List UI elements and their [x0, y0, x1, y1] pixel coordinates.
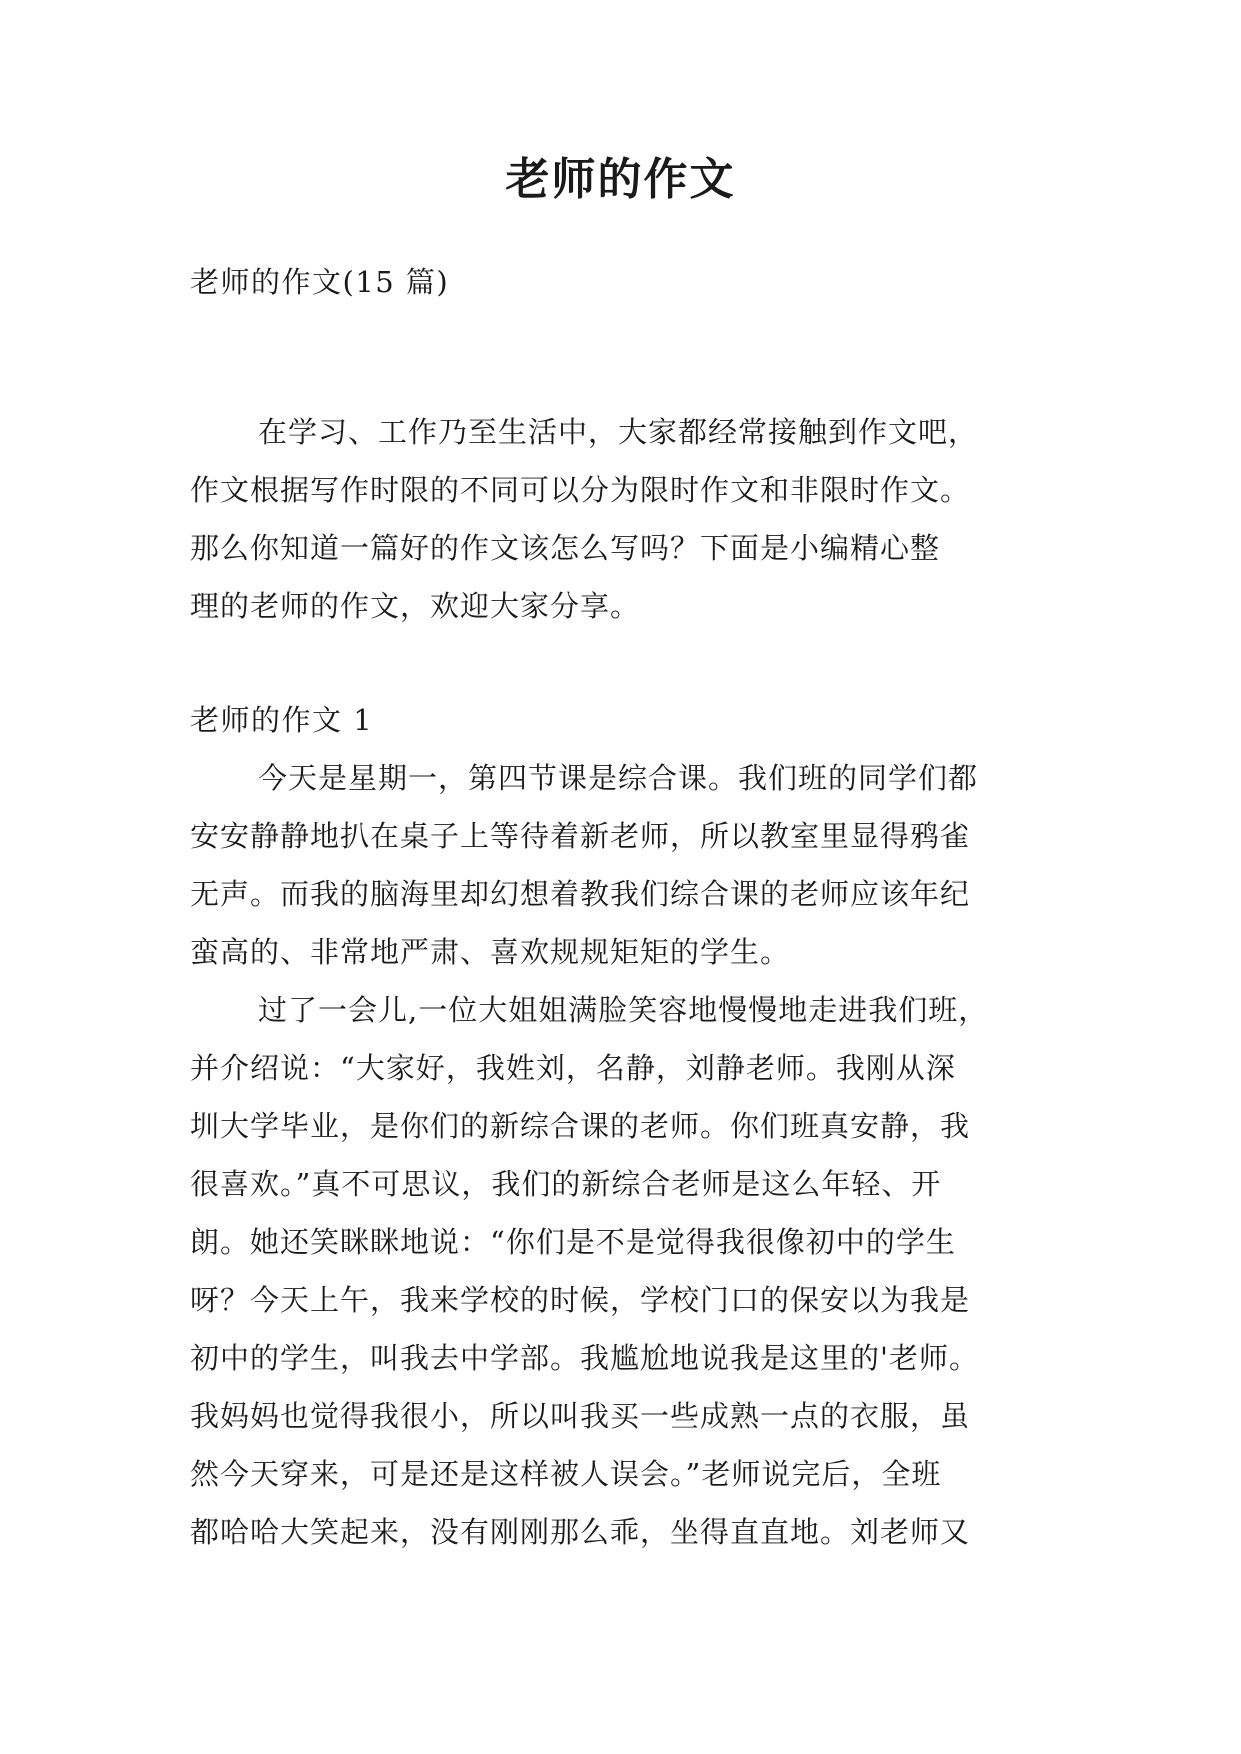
intro-line-4: 理的老师的作文，欢迎大家分享。 — [190, 589, 641, 623]
para2-line-3: 圳大学毕业，是你们的新综合课的老师。你们班真安静，我 — [190, 1109, 971, 1143]
intro-line-2: 作文根据写作时限的不同可以分为限时作文和非限时作文。 — [190, 473, 971, 507]
para2-line-4: 很喜欢。”真不可思议，我们的新综合老师是这么年轻、开 — [190, 1167, 942, 1201]
para2-line-1: 过了一会儿,一位大姐姐满脸笑容地慢慢地走进我们班， — [258, 993, 989, 1027]
para2-line-10: 都哈哈大笑起来，没有刚刚那么乖，坐得直直地。刘老师又 — [190, 1515, 971, 1549]
document-subtitle: 老师的作文(15 篇) — [190, 265, 450, 299]
intro-line-1: 在学习、工作乃至生活中，大家都经常接触到作文吧， — [258, 415, 979, 449]
para2-line-7: 初中的学生，叫我去中学部。我尴尬地说我是这里的'老师。 — [190, 1341, 979, 1375]
para1-line-1: 今天是星期一，第四节课是综合课。我们班的同学们都 — [258, 761, 979, 795]
intro-line-3: 那么你知道一篇好的作文该怎么写吗？下面是小编精心整 — [190, 531, 941, 565]
para2-line-9: 然今天穿来，可是还是这样被人误会。”老师说完后，全班 — [190, 1457, 942, 1491]
para2-line-6: 呀？今天上午，我来学校的时候，学校门口的保安以为我是 — [190, 1283, 971, 1317]
section-heading: 老师的作文 1 — [190, 703, 374, 737]
para1-line-2: 安安静静地扒在桌子上等待着新老师，所以教室里显得鸦雀 — [190, 819, 971, 853]
document-title: 老师的作文 — [505, 154, 736, 205]
para1-line-4: 蛮高的、非常地严肃、喜欢规规矩矩的学生。 — [190, 935, 791, 969]
para2-line-5: 朗。她还笑眯眯地说：“你们是不是觉得我很像初中的学生 — [190, 1225, 956, 1259]
para1-line-3: 无声。而我的脑海里却幻想着教我们综合课的老师应该年纪 — [190, 877, 971, 911]
para2-line-2: 并介绍说：“大家好，我姓刘，名静，刘静老师。我刚从深 — [190, 1051, 956, 1085]
para2-line-8: 我妈妈也觉得我很小，所以叫我买一些成熟一点的衣服，虽 — [190, 1399, 971, 1433]
